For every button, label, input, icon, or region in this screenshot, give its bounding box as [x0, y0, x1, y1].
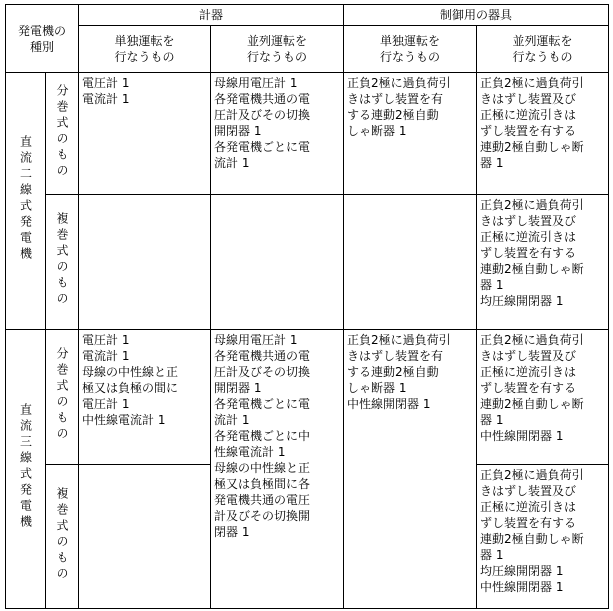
header-control-single: 単独運転を 行なうもの: [344, 26, 477, 73]
subtype-two-wire-compound: 複巻式のもの: [46, 195, 79, 330]
subtype-three-wire-shunt: 分巻式のもの: [46, 330, 79, 465]
cell-three-wire-meters-parallel: 母線用電圧計 1 各発電機共通の電 圧計及びその切換 開閉器 1 各発電機ごとに電 流計 1 各発電機ごとに中 性線電流計 1 母線の中性線と正 極又は負極間に各 発電機共通の電圧 計及びその切換開 閉器 1: [211, 330, 344, 609]
cell-two-wire-shunt-control-parallel: 正負2極に過負荷引 きはずし装置及び 正極に逆流引きは ずし装置を有する 連動2極自動しゃ断 器 1: [477, 73, 609, 195]
group-two-wire: 直流二線式発電機: [6, 73, 46, 330]
cell-three-wire-compound-meters-single: [79, 465, 211, 609]
cell-three-wire-shunt-meters-single: 電圧計 1 電流計 1 母線の中性線と正 極又は負極の間に 電圧計 1 中性線電流計 1: [79, 330, 211, 465]
generator-equipment-table: [5, 4, 609, 609]
cell-three-wire-shunt-control-parallel: 正負2極に過負荷引 きはずし装置及び 正極に逆流引きは ずし装置を有する 連動2極自動しゃ断 器 1 中性線開閉器 1: [477, 330, 609, 465]
cell-two-wire-shunt-meters-parallel: 母線用電圧計 1 各発電機共通の電 圧計及びその切換 開閉器 1 各発電機ごとに電 流計 1: [211, 73, 344, 195]
header-control-parallel: 並列運転を 行なうもの: [477, 26, 609, 73]
header-control: 制御用の器具: [344, 5, 609, 26]
subtype-three-wire-compound: 複巻式のもの: [46, 465, 79, 609]
cell-two-wire-compound-meters-parallel: [211, 195, 344, 330]
header-meters-parallel: 並列運転を 行なうもの: [211, 26, 344, 73]
cell-two-wire-compound-meters-single: [79, 195, 211, 330]
header-generator-type: 発電機の 種別: [6, 5, 79, 73]
cell-three-wire-compound-control-parallel: 正負2極に過負荷引 きはずし装置及び 正極に逆流引きは ずし装置を有する 連動2極自動しゃ断 器 1 均圧線開閉器 1 中性線開閉器 1: [477, 465, 609, 609]
cell-two-wire-compound-control-parallel: 正負2極に過負荷引 きはずし装置及び 正極に逆流引きは ずし装置を有する 連動2極自動しゃ断 器 1 均圧線開閉器 1: [477, 195, 609, 330]
subtype-two-wire-shunt: 分巻式のもの: [46, 73, 79, 195]
cell-two-wire-shunt-control-single: 正負2極に過負荷引 きはずし装置を有 する連動2極自動 しゃ断器 1: [344, 73, 477, 195]
group-three-wire: 直流三線式発電機: [6, 330, 46, 609]
cell-two-wire-compound-control-single: [344, 195, 477, 330]
cell-two-wire-shunt-meters-single: 電圧計 1 電流計 1: [79, 73, 211, 195]
cell-three-wire-control-single: 正負2極に過負荷引 きはずし装置を有 する連動2極自動 しゃ断器 1 中性線開閉器 1: [344, 330, 477, 609]
header-meters-single: 単独運転を 行なうもの: [79, 26, 211, 73]
header-meters: 計器: [79, 5, 344, 26]
